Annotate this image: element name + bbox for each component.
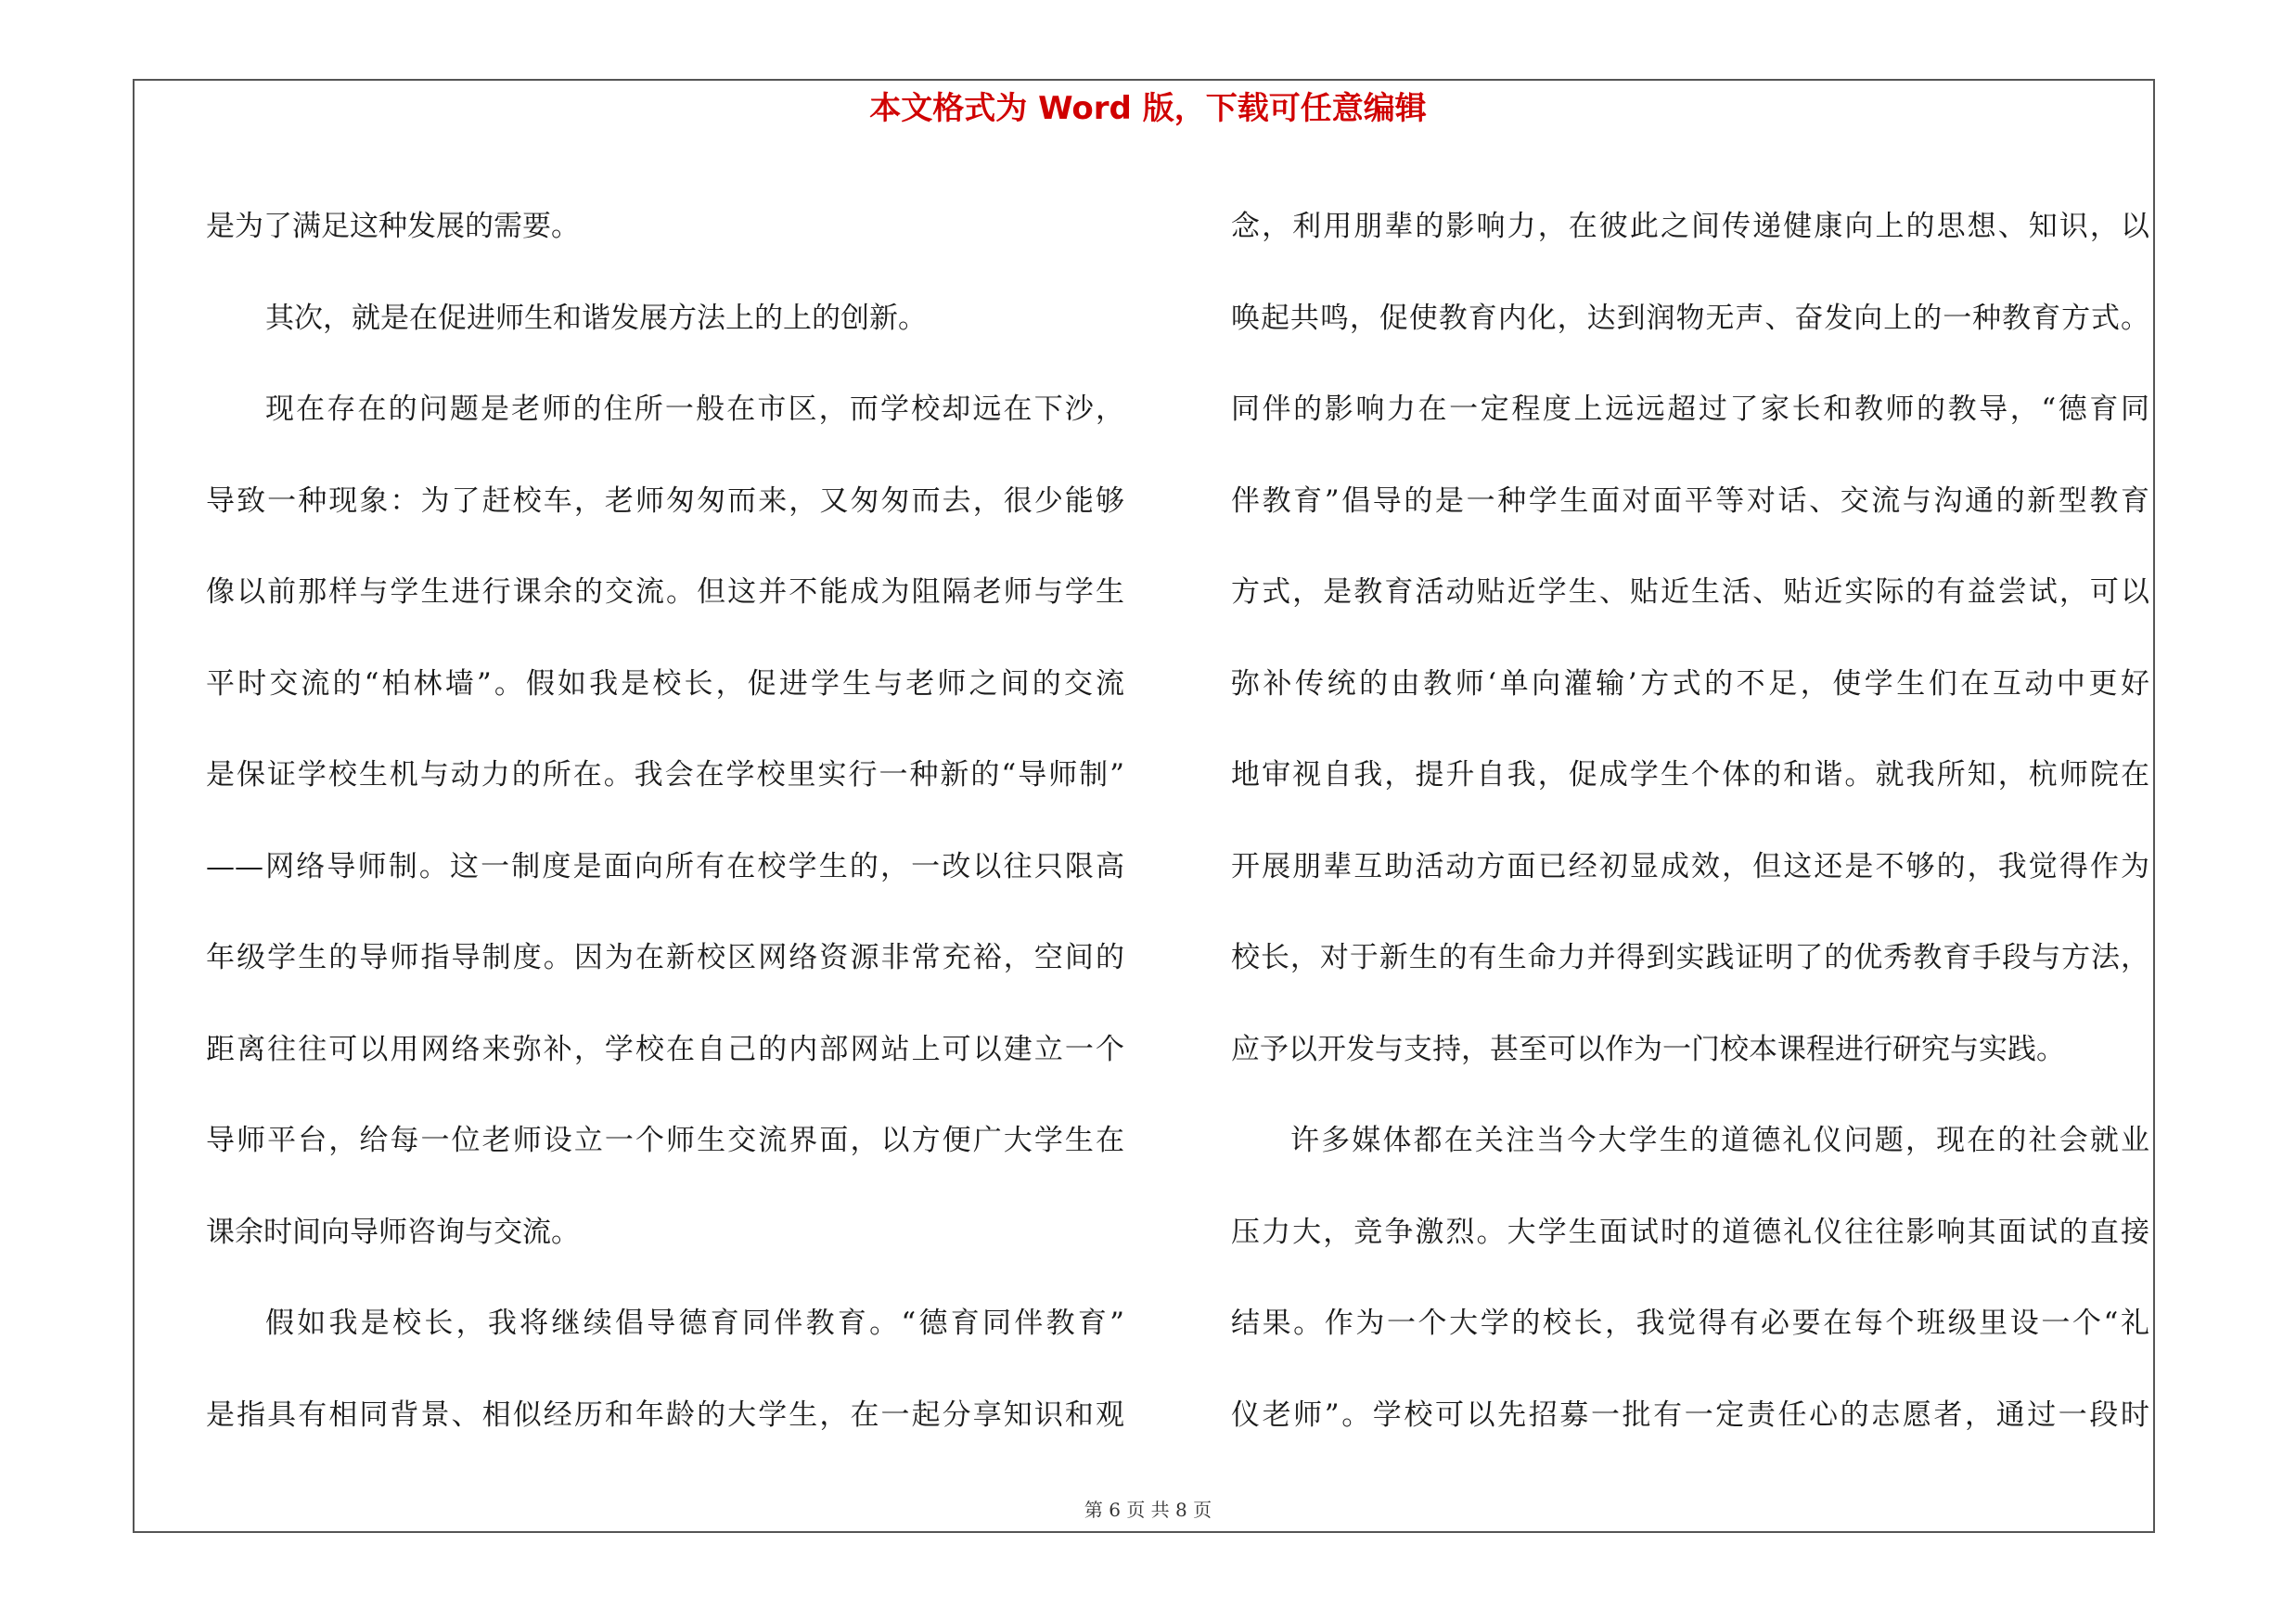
text-line: 年级学生的导师指导制度。因为在新校区网络资源非常充裕，空间的 <box>206 941 1124 974</box>
text-line: 假如我是校长，我将继续倡导德育同伴教育。“德育同伴教育” <box>265 1307 1124 1340</box>
text-line: 平时交流的“柏林墙”。假如我是校长，促进学生与老师之间的交流 <box>206 666 1124 701</box>
text-line: 压力大，竞争激烈。大学生面试时的道德礼仪往往影响其面试的直接 <box>1231 1215 2149 1249</box>
text-line: 现在存在的问题是老师的住所一般在市区，而学校却远在下沙， <box>265 393 1124 426</box>
text-line: ——网络导师制。这一制度是面向所有在校学生的，一改以往只限高 <box>206 849 1124 883</box>
text-line: 距离往往可以用网络来弥补，学校在自己的内部网站上可以建立一个 <box>206 1032 1124 1066</box>
text-line: 方式，是教育活动贴近学生、贴近生活、贴近实际的有益尝试，可以 <box>1231 575 2149 609</box>
text-line: 校长，对于新生的有生命力并得到实践证明了的优秀教育手段与方法， <box>1231 941 2149 974</box>
text-line: 结果。作为一个大学的校长，我觉得有必要在每个班级里设一个“礼 <box>1231 1307 2149 1340</box>
text-line: 伴教育”倡导的是一种学生面对面平等对话、交流与沟通的新型教育 <box>1231 483 2149 518</box>
text-line: 地审视自我，提升自我，促成学生个体的和谐。就我所知，杭师院在 <box>1231 758 2149 792</box>
text-line: 课余时间向导师咨询与交流。 <box>206 1215 580 1249</box>
text-line: 是为了满足这种发展的需要。 <box>206 210 580 243</box>
text-line: 导师平台，给每一位老师设立一个师生交流界面，以方便广大学生在 <box>206 1124 1124 1157</box>
left-column <box>206 181 1124 1461</box>
text-line: 导致一种现象：为了赶校车，老师匆匆而来，又匆匆而去，很少能够 <box>206 483 1124 518</box>
text-line: 弥补传统的由教师‘单向灌输’方式的不足，使学生们在互动中更好 <box>1231 666 2149 701</box>
page-number: 第 6 页 共 8 页 <box>1084 1499 1212 1521</box>
text-line: 像以前那样与学生进行课余的交流。但这并不能成为阻隔老师与学生 <box>206 575 1124 609</box>
text-line: 应予以开发与支持，甚至可以作为一门校本课程进行研究与实践。 <box>1231 1032 2065 1066</box>
text-line: 唤起共鸣，促使教育内化，达到润物无声、奋发向上的一种教育方式。 <box>1231 301 2149 335</box>
text-line: 是指具有相同背景、相似经历和年龄的大学生，在一起分享知识和观 <box>206 1398 1124 1432</box>
text-line: 仪老师”。学校可以先招募一批有一定责任心的志愿者，通过一段时 <box>1231 1398 2149 1432</box>
text-line: 同伴的影响力在一定程度上远远超过了家长和教师的教导，“德育同 <box>1231 393 2149 426</box>
text-line: 念，利用朋辈的影响力，在彼此之间传递健康向上的思想、知识，以 <box>1231 210 2149 243</box>
text-line: 开展朋辈互助活动方面已经初显成效，但这还是不够的，我觉得作为 <box>1231 849 2149 883</box>
text-line: 其次，就是在促进师生和谐发展方法上的上的创新。 <box>265 301 927 335</box>
text-line: 是保证学校生机与动力的所在。我会在学校里实行一种新的“导师制” <box>206 758 1124 792</box>
header-banner: 本文格式为 Word 版，下载可任意编辑 <box>869 90 1427 127</box>
text-line: 许多媒体都在关注当今大学生的道德礼仪问题，现在的社会就业 <box>1290 1124 2149 1157</box>
right-column <box>1231 181 2149 1461</box>
